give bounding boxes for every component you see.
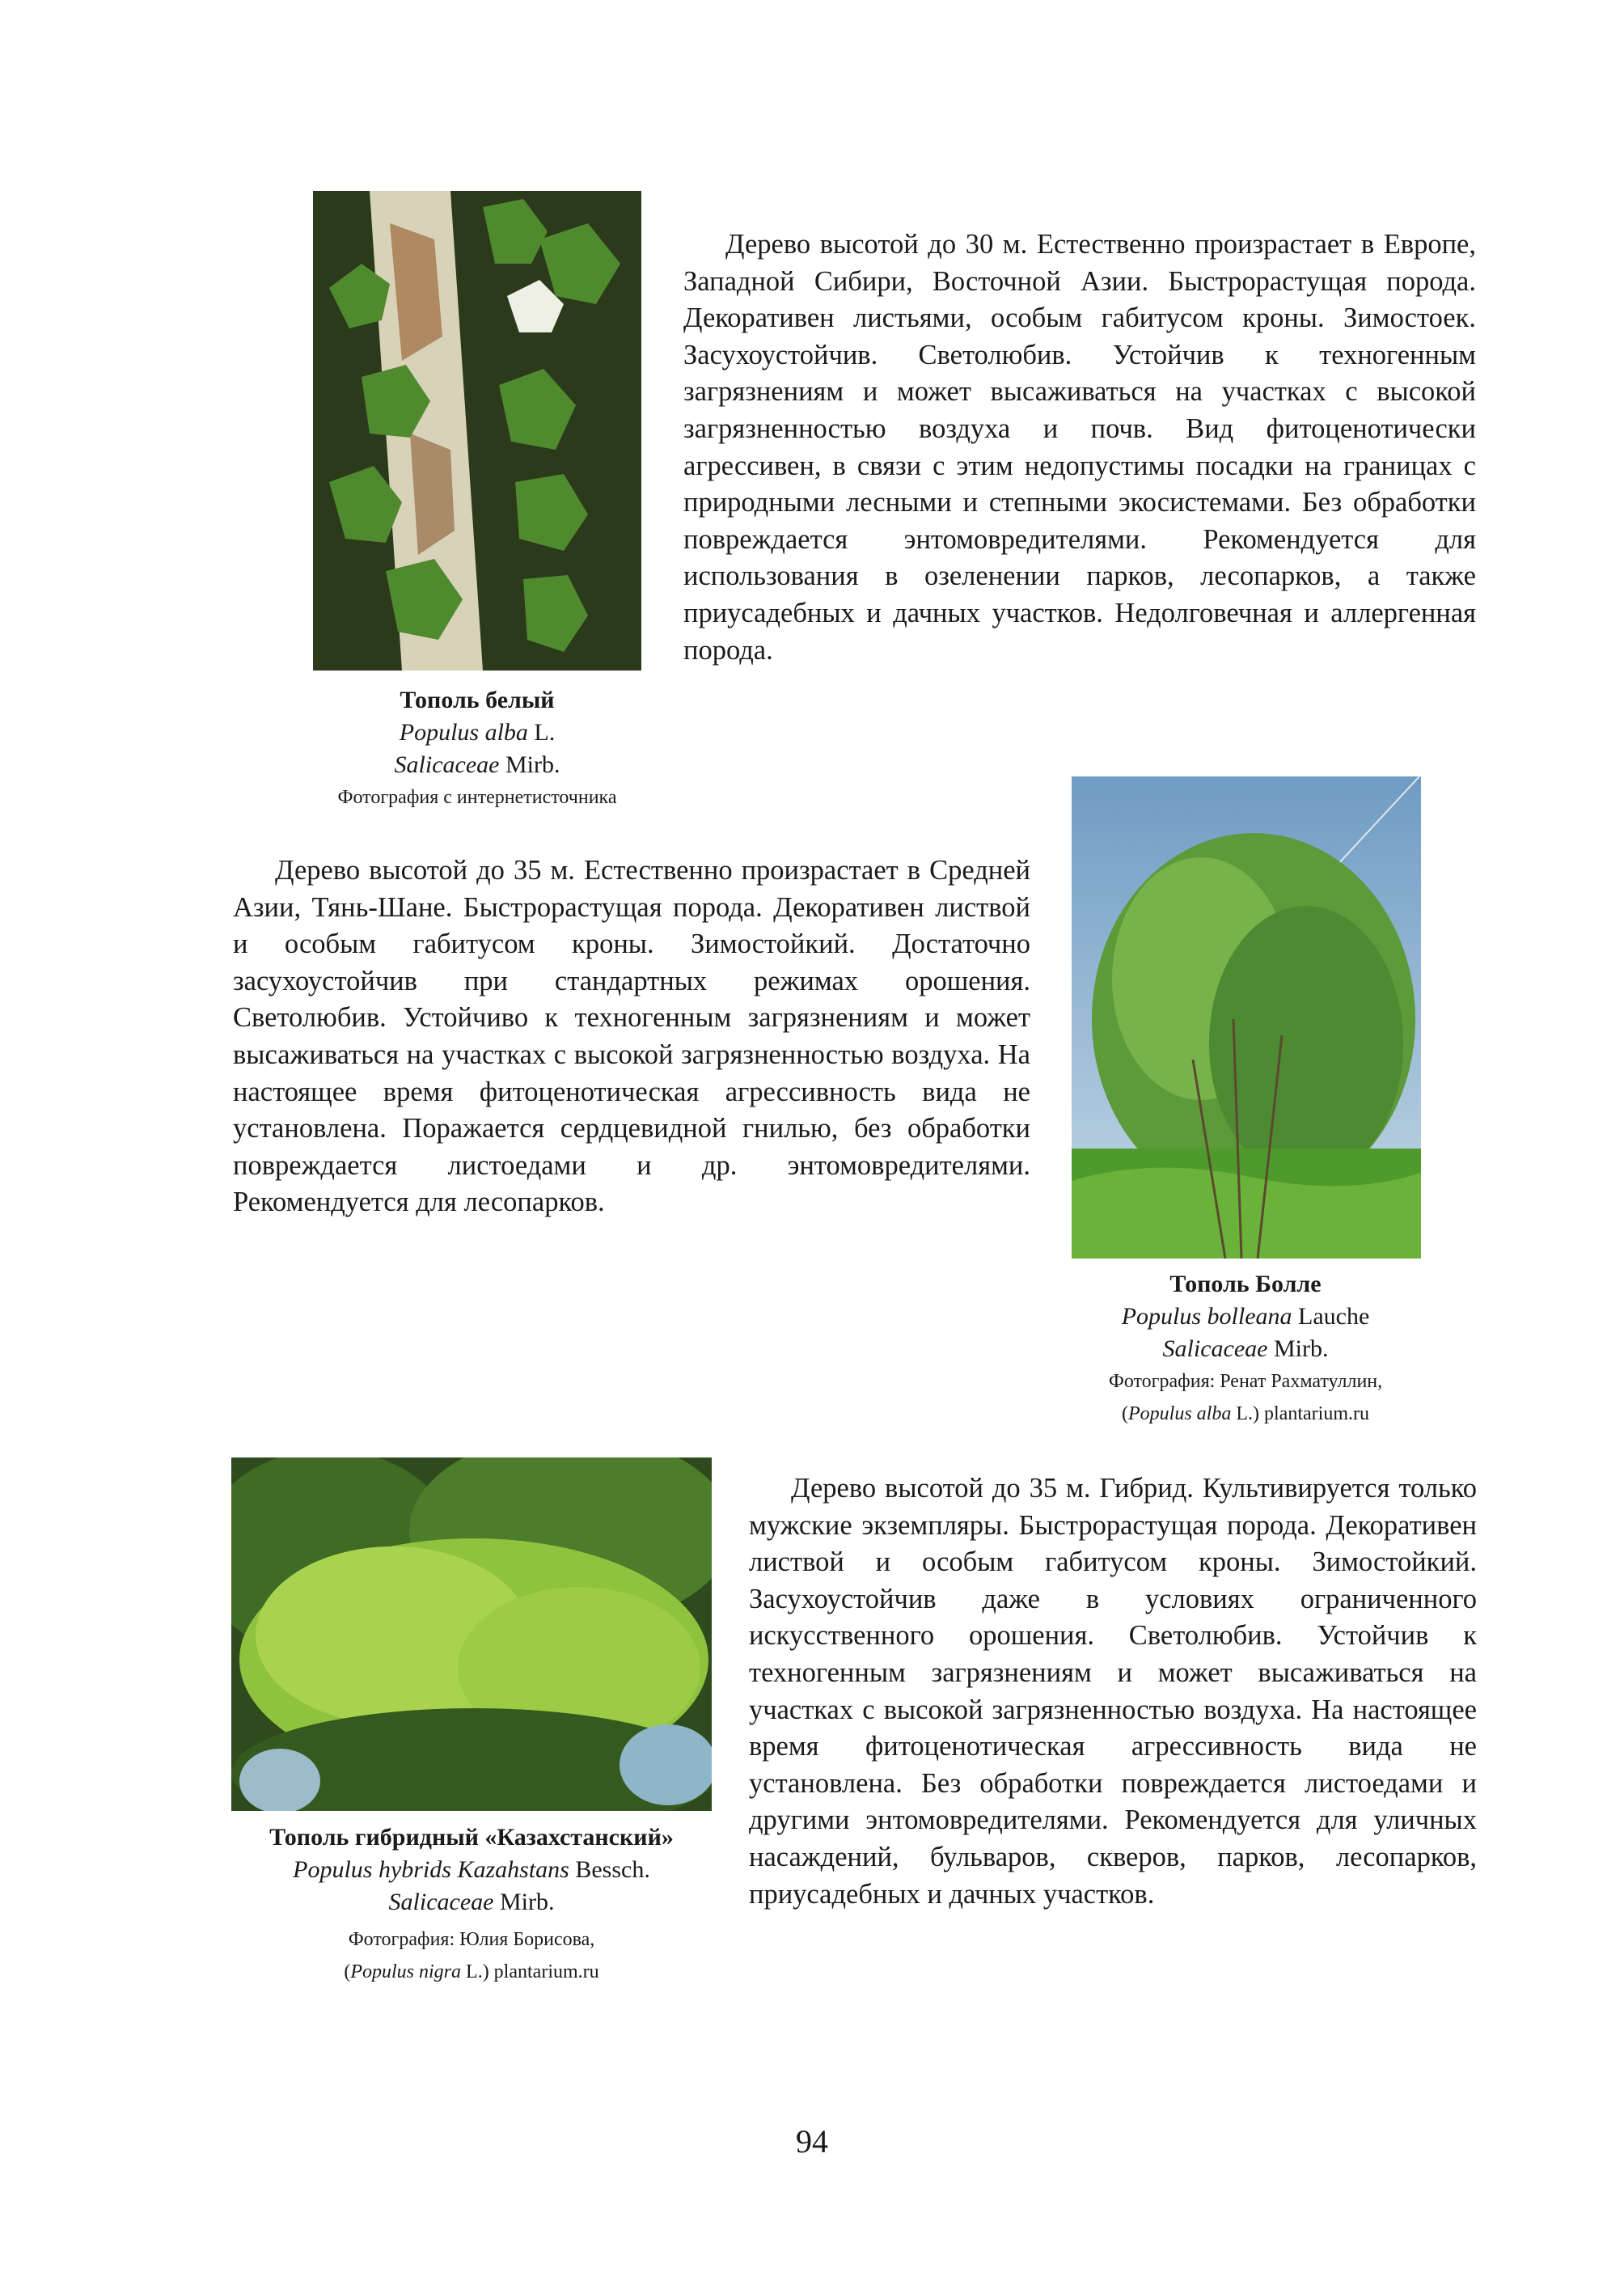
photo-credit: Фотография: Ренат Рахматуллин, (1108, 1371, 1383, 1392)
photo-populus-hybrids (231, 1457, 712, 1811)
common-name: Тополь гибридный «Казахстанский» (269, 1824, 674, 1851)
family-line: Salicaceae Mirb. (388, 1889, 555, 1915)
photo-credit: Фотография с интернетисточника (337, 787, 617, 808)
latin-name-line: Populus hybrids Kazahstans Bessch. (293, 1856, 650, 1883)
family-line: Salicaceae Mirb. (394, 751, 560, 778)
description-populus-alba: Дерево высотой до 30 м. Естественно произрастает в Европе, Западной Сибири, Восточной Азии. Быстрорастущая порода. Декоративен листьями, особым габитусом кроны. Зимостоек. Засухоустойчив. Светолюбив. Устойчив к техногенным загрязнениям и может высаживаться на участках с высокой загрязненностью воздуха и почв. Вид фитоценотически агрессивен, в связи с этим недопустимы посадки на границах с природными лесными и степными экосистемами. Без обработки повреждается энтомовредителями. Рекомендуется для использования в озеленении парков, лесопарков, а также приусадебных и дачных участков. Недолговечная и аллергенная порода. (683, 229, 1476, 666)
latin-name-line: Populus bolleana Lauche (1121, 1303, 1370, 1330)
description-populus-hybrids: Дерево высотой до 35 м. Гибрид. Культивируется только мужские экземпляры. Быстрорастущая порода. Декоративен листвой и особым габитусом кроны. Зимостойкий. Засухоустойчив даже в условиях ограниченного искусственного орошения. Светолюбив. Устойчив к техногенным загрязнениям и может высаживаться на участках с высокой загрязненностью воздуха. На настоящее время фитоценотическая агрессивность вида не установлена. Без обработки повреждается листоедами и другими энтомовредителями. Рекомендуется для уличных насаждений, бульваров, скверов, парков, лесопарков, приусадебных и дачных участков. (749, 1473, 1477, 1910)
description-populus-bolleana: Дерево высотой до 35 м. Естественно произрастает в Средней Азии, Тянь-Шане. Быстрорастущая порода. Декоративен листвой и особым габитусом кроны. Зимостойкий. Достаточно засухоустойчив при стандартных режимах орошения. Светолюбив. Устойчиво к техногенным загрязнениям и может высаживаться на участках с высокой загрязненностью воздуха. На настоящее время фитоценотическая агрессивность вида не установлена. Поражается сердцевидной гнилью, без обработки повреждается листоедами и др. энтомовредителями. Рекомендуется для лесопарков. (233, 855, 1030, 1218)
photo-credit-source: (Populus nigra L.) plantarium.ru (344, 1961, 599, 1982)
latin-name-line: Populus alba L. (399, 719, 556, 746)
common-name: Тополь белый (400, 687, 555, 713)
common-name: Тополь Болле (1169, 1271, 1322, 1297)
family-line: Salicaceae Mirb. (1162, 1335, 1329, 1362)
caption-populus-bolleana (1043, 1268, 1448, 1430)
photo-credit-source: (Populus alba L.) plantarium.ru (1122, 1403, 1369, 1424)
page-number: 94 (796, 2123, 828, 2160)
photo-populus-bolleana (1072, 776, 1421, 1259)
caption-populus-hybrids (188, 1821, 755, 1988)
caption-populus-alba (275, 684, 679, 814)
photo-populus-alba (313, 191, 641, 671)
photo-credit: Фотография: Юлия Борисова, (348, 1929, 595, 1950)
